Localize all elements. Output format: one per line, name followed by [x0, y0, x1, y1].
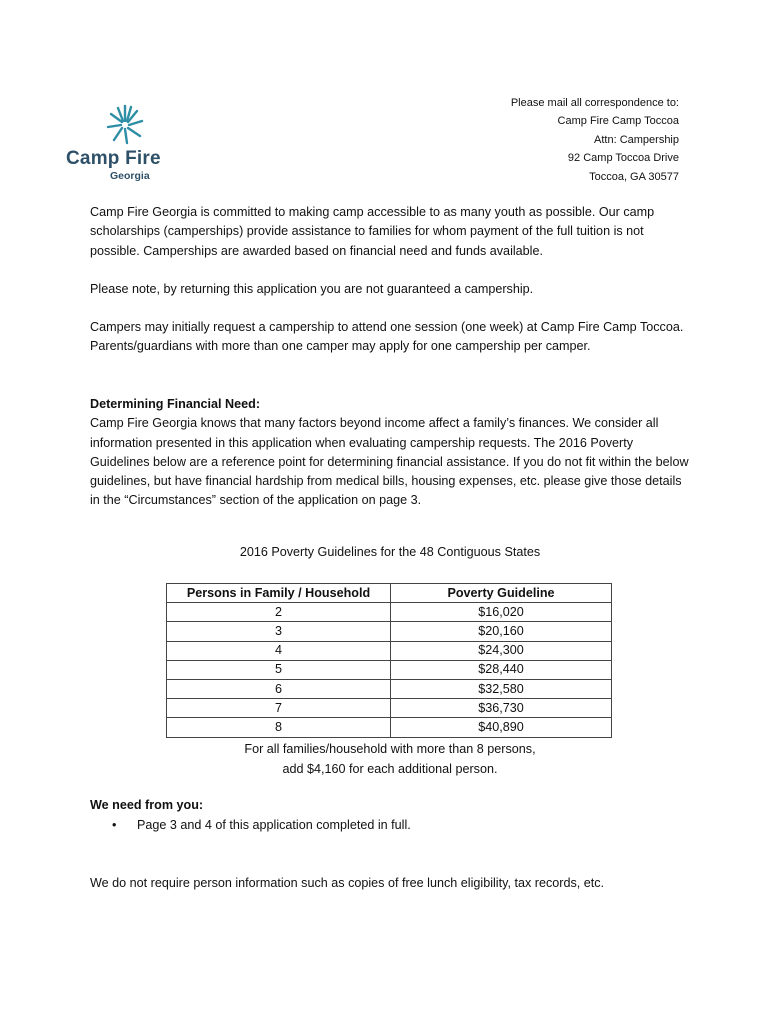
mailing-line: Camp Fire Camp Toccoa — [557, 115, 679, 128]
guideline-cell: $32,580 — [391, 679, 612, 698]
mailing-line: Please mail all correspondence to: — [510, 97, 679, 109]
table-row — [167, 641, 612, 660]
mailing-line: 92 Camp Toccoa Drive — [567, 152, 679, 165]
poverty-guidelines-table — [166, 583, 612, 738]
financial-need-body: Camp Fire Georgia knows that many factors beyond income affect a family’s finances. We consider all information presented in this application when evaluating campership requests. The 2016 Poverty Guidelines below are a reference point for determining financial assistance. If you do not fit within the below guidelines, but have financial hardship from medical bills, housing expenses, etc. please give those details in the “Circumstances” section of the application on page 3. — [90, 416, 689, 508]
persons-cell: 2 — [167, 603, 391, 622]
column-header-persons: Persons in Family / Household — [167, 584, 391, 603]
guideline-cell: $24,300 — [391, 641, 612, 660]
mailing-address — [511, 94, 679, 186]
guideline-cell: $36,730 — [391, 699, 612, 718]
requirements-item-text: Page 3 and 4 of this application completed in full. — [137, 818, 411, 832]
financial-need-heading: Determining Financial Need: — [90, 397, 261, 411]
table-footnote-line: add $4,160 for each additional person. — [282, 761, 498, 776]
requirements-heading: We need from you: — [90, 798, 204, 812]
table-footnote-line: For all families/household with more than 8 persons, — [244, 742, 536, 756]
guideline-cell: $16,020 — [391, 603, 612, 622]
guideline-cell: $40,890 — [391, 718, 612, 737]
table-header-row — [167, 584, 612, 603]
campers-paragraph: Campers may initially request a campership to attend one session (one week) at Camp Fire Camp Toccoa. Parents/guardians with more than one camper may apply for one campership per camper. — [90, 320, 684, 354]
table-row — [167, 622, 612, 641]
logo-region: Georgia — [110, 170, 150, 182]
persons-cell: 6 — [167, 679, 391, 698]
table-row — [167, 699, 612, 718]
logo-name: Camp Fire — [66, 148, 161, 169]
camp-fire-logo — [64, 104, 164, 184]
persons-cell: 3 — [167, 622, 391, 641]
table-row — [167, 679, 612, 698]
mailing-line: Toccoa, GA 30577 — [589, 170, 679, 183]
guideline-cell: $20,160 — [391, 622, 612, 641]
closing-paragraph: We do not require person information such as copies of free lunch eligibility, tax records, etc. — [90, 876, 605, 890]
requirements-item — [112, 818, 411, 832]
table-row — [167, 660, 612, 679]
persons-cell: 4 — [167, 641, 391, 660]
intro-paragraph: Camp Fire Georgia is committed to making camp accessible to as many youth as possible. Our camp scholarships (camperships) provide assistance to families for whom payment of the full tuition is not possible. Camperships are awarded based on financial need and funds available. — [90, 205, 655, 258]
bullet-icon: • — [112, 818, 117, 832]
financial-need-section — [90, 395, 690, 511]
starburst-icon — [106, 104, 144, 146]
column-header-guideline: Poverty Guideline — [391, 584, 612, 603]
persons-cell: 5 — [167, 660, 391, 679]
table-caption: 2016 Poverty Guidelines for the 48 Contiguous States — [239, 545, 541, 559]
table-footnote — [90, 740, 690, 779]
persons-cell: 8 — [167, 718, 391, 737]
persons-cell: 7 — [167, 699, 391, 718]
table-row — [167, 718, 612, 737]
guarantee-note: Please note, by returning this application you are not guaranteed a campership. — [90, 282, 534, 296]
mailing-line: Attn: Campership — [594, 133, 679, 146]
table-row — [167, 603, 612, 622]
guideline-cell: $28,440 — [391, 660, 612, 679]
